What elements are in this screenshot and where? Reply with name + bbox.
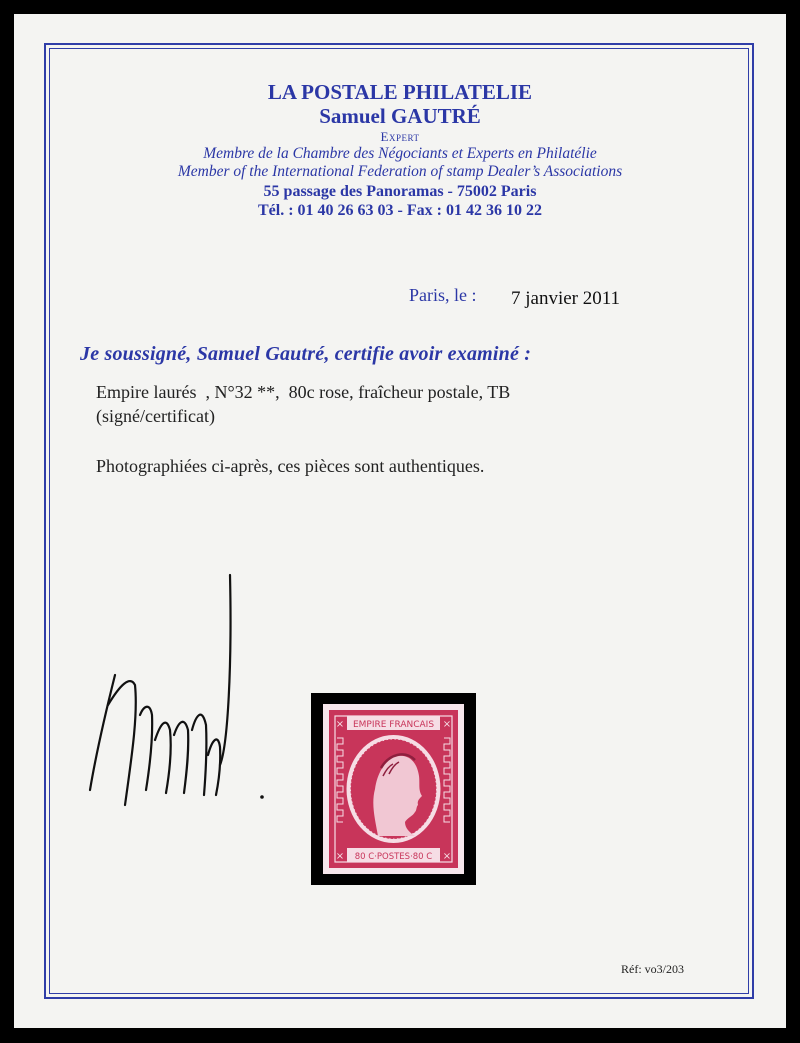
svg-text:×: × [335, 719, 345, 730]
stamp-bottom-text: 80 C·POSTES·80 C [354, 852, 433, 862]
membership-english: Member of the International Federation of stamp Dealer’s Associations [177, 163, 623, 180]
stamp-top-text: EMPIRE FRANCAIS [352, 720, 435, 730]
certification-declaration: Je soussigné, Samuel Gautré, certifie avoir examiné : [80, 343, 532, 365]
authenticity-statement: Photographiées ci-après, ces pièces sont authentiques. [96, 456, 485, 476]
svg-text:×: × [442, 719, 452, 730]
company-name: LA POSTALE PHILATELIE [267, 80, 533, 104]
item-description-line2: (signé/certificat) [96, 406, 215, 426]
certificate-header [100, 80, 700, 220]
svg-text:×: × [335, 851, 345, 862]
membership-french: Membre de la Chambre des Négociants et Experts en Philatélie [203, 145, 597, 162]
expert-signature [80, 565, 280, 825]
expert-name: Samuel GAUTRÉ [319, 104, 481, 128]
company-phone-fax: Tél. : 01 40 26 63 03 - Fax : 01 42 36 10 22 [258, 202, 542, 219]
company-address: 55 passage des Panoramas - 75002 Paris [263, 183, 537, 200]
svg-text:×: × [442, 851, 452, 862]
napoleon-laure-stamp-image [323, 704, 464, 874]
item-description-line1: Empire laurés , N°32 **, 80c rose, fraîcheur postale, TB [96, 382, 511, 402]
date-value: 7 janvier 2011 [511, 288, 621, 309]
stamp-photo [311, 693, 476, 885]
expert-title: Expert [380, 129, 420, 144]
date-label: Paris, le : [409, 285, 477, 305]
reference-number: Réf: vo3/203 [621, 962, 684, 976]
item-description [96, 380, 716, 428]
